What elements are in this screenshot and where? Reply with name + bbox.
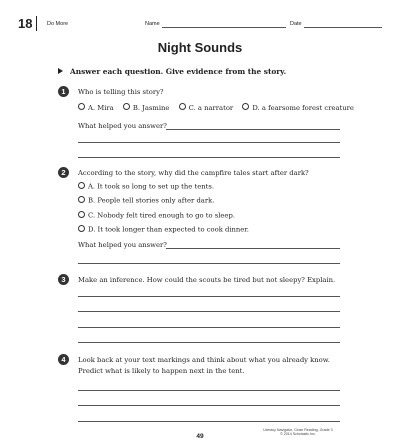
worksheet-title: Night Sounds xyxy=(157,40,243,55)
answer-line[interactable] xyxy=(78,405,340,406)
answer-line[interactable] xyxy=(78,390,340,391)
footer-credit-line: © 2014 Scholastic Inc. xyxy=(280,432,316,437)
radio-circle-icon[interactable] xyxy=(242,103,249,110)
answer-line[interactable] xyxy=(78,296,340,297)
name-line[interactable] xyxy=(162,27,286,28)
question-2-help-label: What helped you answer? xyxy=(78,241,167,249)
page-number-badge: 18 xyxy=(18,16,37,31)
answer-line[interactable] xyxy=(78,327,340,328)
question-4-text: Look back at your text markings and think about what you already know. Predict what is likely to happen next in the tent. xyxy=(78,356,330,375)
question-3-text: Make an inference. How could the scouts be tired but not sleepy? Explain. xyxy=(78,276,336,284)
question-2-number: 2 xyxy=(58,167,69,178)
radio-circle-icon[interactable] xyxy=(78,103,85,110)
answer-line[interactable] xyxy=(78,263,340,264)
arrow-icon xyxy=(58,68,63,74)
radio-circle-icon[interactable] xyxy=(123,103,130,110)
question-2-option-b[interactable]: B. People tell stories only after dark. xyxy=(78,196,214,205)
question-2-option-a[interactable]: A. It took so long to set up the tents. xyxy=(78,182,214,191)
answer-line[interactable] xyxy=(78,142,340,143)
answer-line[interactable] xyxy=(78,157,340,158)
option[interactable]: C. a narrator xyxy=(179,104,234,112)
option[interactable]: B. Jasmine xyxy=(123,104,170,112)
radio-circle-icon[interactable] xyxy=(78,225,85,232)
answer-line[interactable] xyxy=(78,311,340,312)
footer-credit xyxy=(258,428,338,437)
question-3-number: 3 xyxy=(58,274,69,285)
radio-circle-icon[interactable] xyxy=(78,211,85,218)
footer-credit-line: Literacy Navigator, Close Reading, Grade 3 xyxy=(263,428,333,432)
option[interactable]: A. Mira xyxy=(78,104,114,112)
answer-line[interactable] xyxy=(166,129,340,130)
date-line[interactable] xyxy=(304,27,382,28)
radio-circle-icon[interactable] xyxy=(78,196,85,203)
question-2-text: According to the story, why did the campfire tales start after dark? xyxy=(78,169,309,177)
name-label: Name xyxy=(145,21,160,27)
answer-line[interactable] xyxy=(166,248,340,249)
radio-circle-icon[interactable] xyxy=(78,182,85,189)
answer-line[interactable] xyxy=(78,342,340,343)
radio-circle-icon[interactable] xyxy=(179,103,186,110)
answer-line[interactable] xyxy=(78,421,340,422)
question-2-option-d[interactable]: D. It took longer than expected to cook dinner. xyxy=(78,225,249,234)
question-1-number: 1 xyxy=(58,86,69,97)
question-1-help-label: What helped you answer? xyxy=(78,122,167,130)
question-2-option-c[interactable]: C. Nobody felt tired enough to go to sleep. xyxy=(78,211,235,220)
question-1-options xyxy=(78,103,361,112)
question-4-number: 4 xyxy=(58,354,69,365)
question-1-text: Who is telling this story? xyxy=(78,88,164,96)
page-number: 49 xyxy=(196,433,204,440)
section-tag: Do More xyxy=(47,21,69,27)
date-label: Date xyxy=(290,21,302,27)
option[interactable]: D. a fearsome forest creature xyxy=(242,104,354,112)
page-header xyxy=(18,16,382,32)
instructions: Answer each question. Give evidence from the story. xyxy=(70,67,287,76)
